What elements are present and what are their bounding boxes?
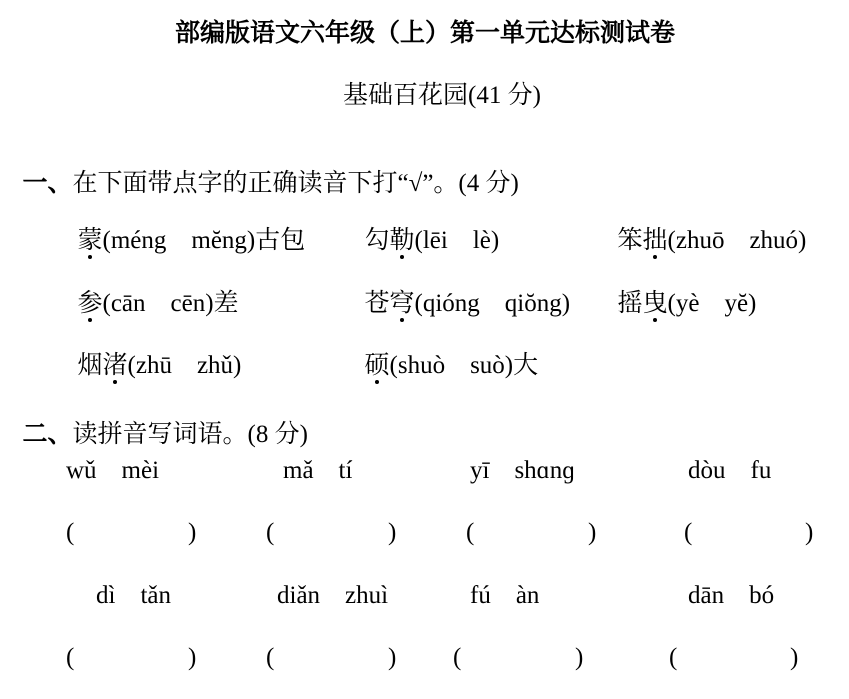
pinyin-prompt: dān bó bbox=[688, 582, 775, 609]
answer-blank-close[interactable]: ) bbox=[790, 644, 799, 671]
pinyin-choice-item: 蒙(méng mĕng)古包 bbox=[77, 227, 306, 254]
pinyin-choice-item: 烟渚(zhū zhǔ) bbox=[77, 352, 242, 379]
answer-blank-open[interactable]: ( bbox=[66, 644, 75, 671]
answer-blank-open[interactable]: ( bbox=[453, 644, 462, 671]
answer-blank-close[interactable]: ) bbox=[805, 519, 814, 546]
pinyin-choice-item: 苍穹(qióng qiŏng) bbox=[364, 290, 571, 317]
question-2-number: 二、 bbox=[22, 419, 73, 448]
answer-blank-open[interactable]: ( bbox=[466, 519, 475, 546]
dotted-character: 蒙 bbox=[77, 227, 103, 254]
dotted-character: 拙 bbox=[642, 227, 668, 254]
pinyin-prompt: fú àn bbox=[470, 582, 540, 609]
pinyin-choice-item: 摇曳(yè yĕ) bbox=[617, 290, 757, 317]
answer-blank-close[interactable]: ) bbox=[388, 519, 397, 546]
answer-blank-close[interactable]: ) bbox=[575, 644, 584, 671]
section-subtitle: 基础百花园(41 分) bbox=[343, 82, 541, 109]
pinyin-choice-item: 硕(shuò suò)大 bbox=[364, 352, 539, 379]
pinyin-choice-item: 笨拙(zhuō zhuó) bbox=[617, 227, 807, 254]
answer-blank-close[interactable]: ) bbox=[588, 519, 597, 546]
answer-blank-open[interactable]: ( bbox=[669, 644, 678, 671]
question-1-number: 一、 bbox=[22, 168, 73, 197]
answer-blank-open[interactable]: ( bbox=[684, 519, 693, 546]
question-1-text: 在下面带点字的正确读音下打“√”。(4 分) bbox=[72, 170, 519, 197]
dotted-character: 穹 bbox=[389, 290, 415, 317]
answer-blank-open[interactable]: ( bbox=[66, 519, 75, 546]
question-2-heading bbox=[10, 396, 308, 447]
answer-blank-close[interactable]: ) bbox=[188, 519, 197, 546]
pinyin-prompt: dì tǎn bbox=[96, 582, 171, 609]
pinyin-prompt: dòu fu bbox=[688, 457, 772, 484]
pinyin-prompt: diǎn zhuì bbox=[277, 582, 389, 609]
answer-blank-close[interactable]: ) bbox=[188, 644, 197, 671]
pinyin-choice-item: 参(cān cēn)差 bbox=[77, 290, 239, 317]
pinyin-prompt: yī shɑnɡ bbox=[470, 457, 575, 484]
pinyin-choice-item: 勾勒(lēi lè) bbox=[364, 227, 500, 254]
dotted-character: 参 bbox=[77, 290, 103, 317]
answer-blank-close[interactable]: ) bbox=[388, 644, 397, 671]
answer-blank-open[interactable]: ( bbox=[266, 519, 275, 546]
dotted-character: 硕 bbox=[364, 352, 390, 379]
answer-blank-open[interactable]: ( bbox=[266, 644, 275, 671]
question-1-heading bbox=[10, 145, 519, 196]
dotted-character: 勒 bbox=[389, 227, 415, 254]
dotted-character: 渚 bbox=[102, 352, 128, 379]
question-2-text: 读拼音写词语。(8 分) bbox=[72, 421, 308, 448]
page-title: 部编版语文六年级（上）第一单元达标测试卷 bbox=[175, 18, 676, 47]
dotted-character: 曳 bbox=[642, 290, 668, 317]
pinyin-prompt: mǎ tí bbox=[283, 457, 353, 484]
pinyin-prompt: wǔ mèi bbox=[66, 457, 160, 484]
